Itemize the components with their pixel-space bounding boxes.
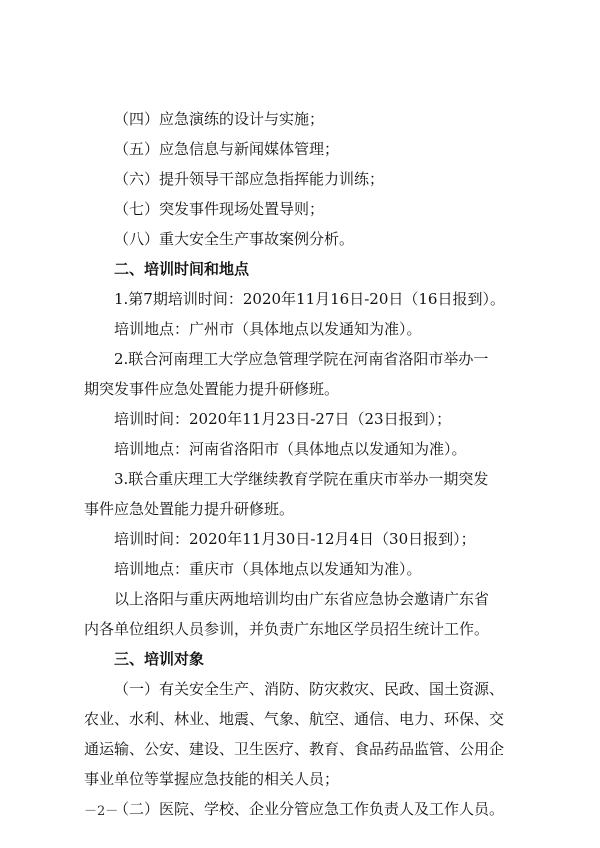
paragraph-line: 农业、水利、林业、地震、气象、航空、通信、电力、环保、交 — [84, 710, 505, 728]
section-heading: 三、培训对象 — [114, 650, 205, 668]
paragraph-line: 培训地点：广州市（具体地点以发通知为准）。 — [114, 320, 422, 338]
paragraph-line: 2.联合河南理工大学应急管理学院在河南省洛阳市举办一 — [114, 350, 489, 368]
paragraph-line: 事件应急处置能力提升研修班。 — [84, 500, 295, 518]
paragraph-line: （二）医院、学校、企业分管应急工作负责人及工作人员。 — [114, 800, 505, 818]
paragraph-line: 事业单位等掌握应急技能的相关人员； — [84, 770, 340, 788]
paragraph-line: （一）有关安全生产、消防、防灾救灾、民政、国土资源、 — [114, 680, 505, 698]
paragraph-line: 培训时间：2020年11月30日-12月4日（30日报到）； — [114, 530, 476, 548]
document-body — [84, 104, 544, 824]
paragraph-line: 培训地点：河南省洛阳市（具体地点以发通知为准）。 — [114, 440, 467, 458]
paragraph-line: 培训地点：重庆市（具体地点以发通知为准）。 — [114, 560, 422, 578]
paragraph-line: 内各单位组织人员参训，并负责广东地区学员招生统计工作。 — [84, 620, 490, 638]
paragraph-line: 培训时间：2020年11月23日-27日（23日报到）； — [114, 410, 452, 428]
paragraph-line: 通运输、公安、建设、卫生医疗、教育、食品药品监管、公用企 — [84, 740, 505, 758]
paragraph-line: （六）提升领导干部应急指挥能力训练； — [114, 170, 385, 188]
paragraph-line: 3.联合重庆理工大学继续教育学院在重庆市举办一期突发 — [114, 470, 489, 488]
page-number: －2－ — [84, 804, 119, 819]
paragraph-line: 期突发事件应急处置能力提升研修班。 — [84, 380, 340, 398]
paragraph-line: （八）重大安全生产事故案例分析。 — [114, 230, 355, 248]
paragraph-line: （七）突发事件现场处置导则； — [114, 200, 325, 218]
section-heading: 二、培训时间和地点 — [114, 260, 250, 278]
paragraph-line: 1.第7期培训时间：2020年11月16日-20日（16日报到）。 — [114, 290, 505, 308]
paragraph-line: 以上洛阳与重庆两地培训均由广东省应急协会邀请广东省 — [114, 590, 490, 608]
paragraph-line: （五）应急信息与新闻媒体管理； — [114, 140, 340, 158]
paragraph-line: （四）应急演练的设计与实施； — [114, 110, 325, 128]
